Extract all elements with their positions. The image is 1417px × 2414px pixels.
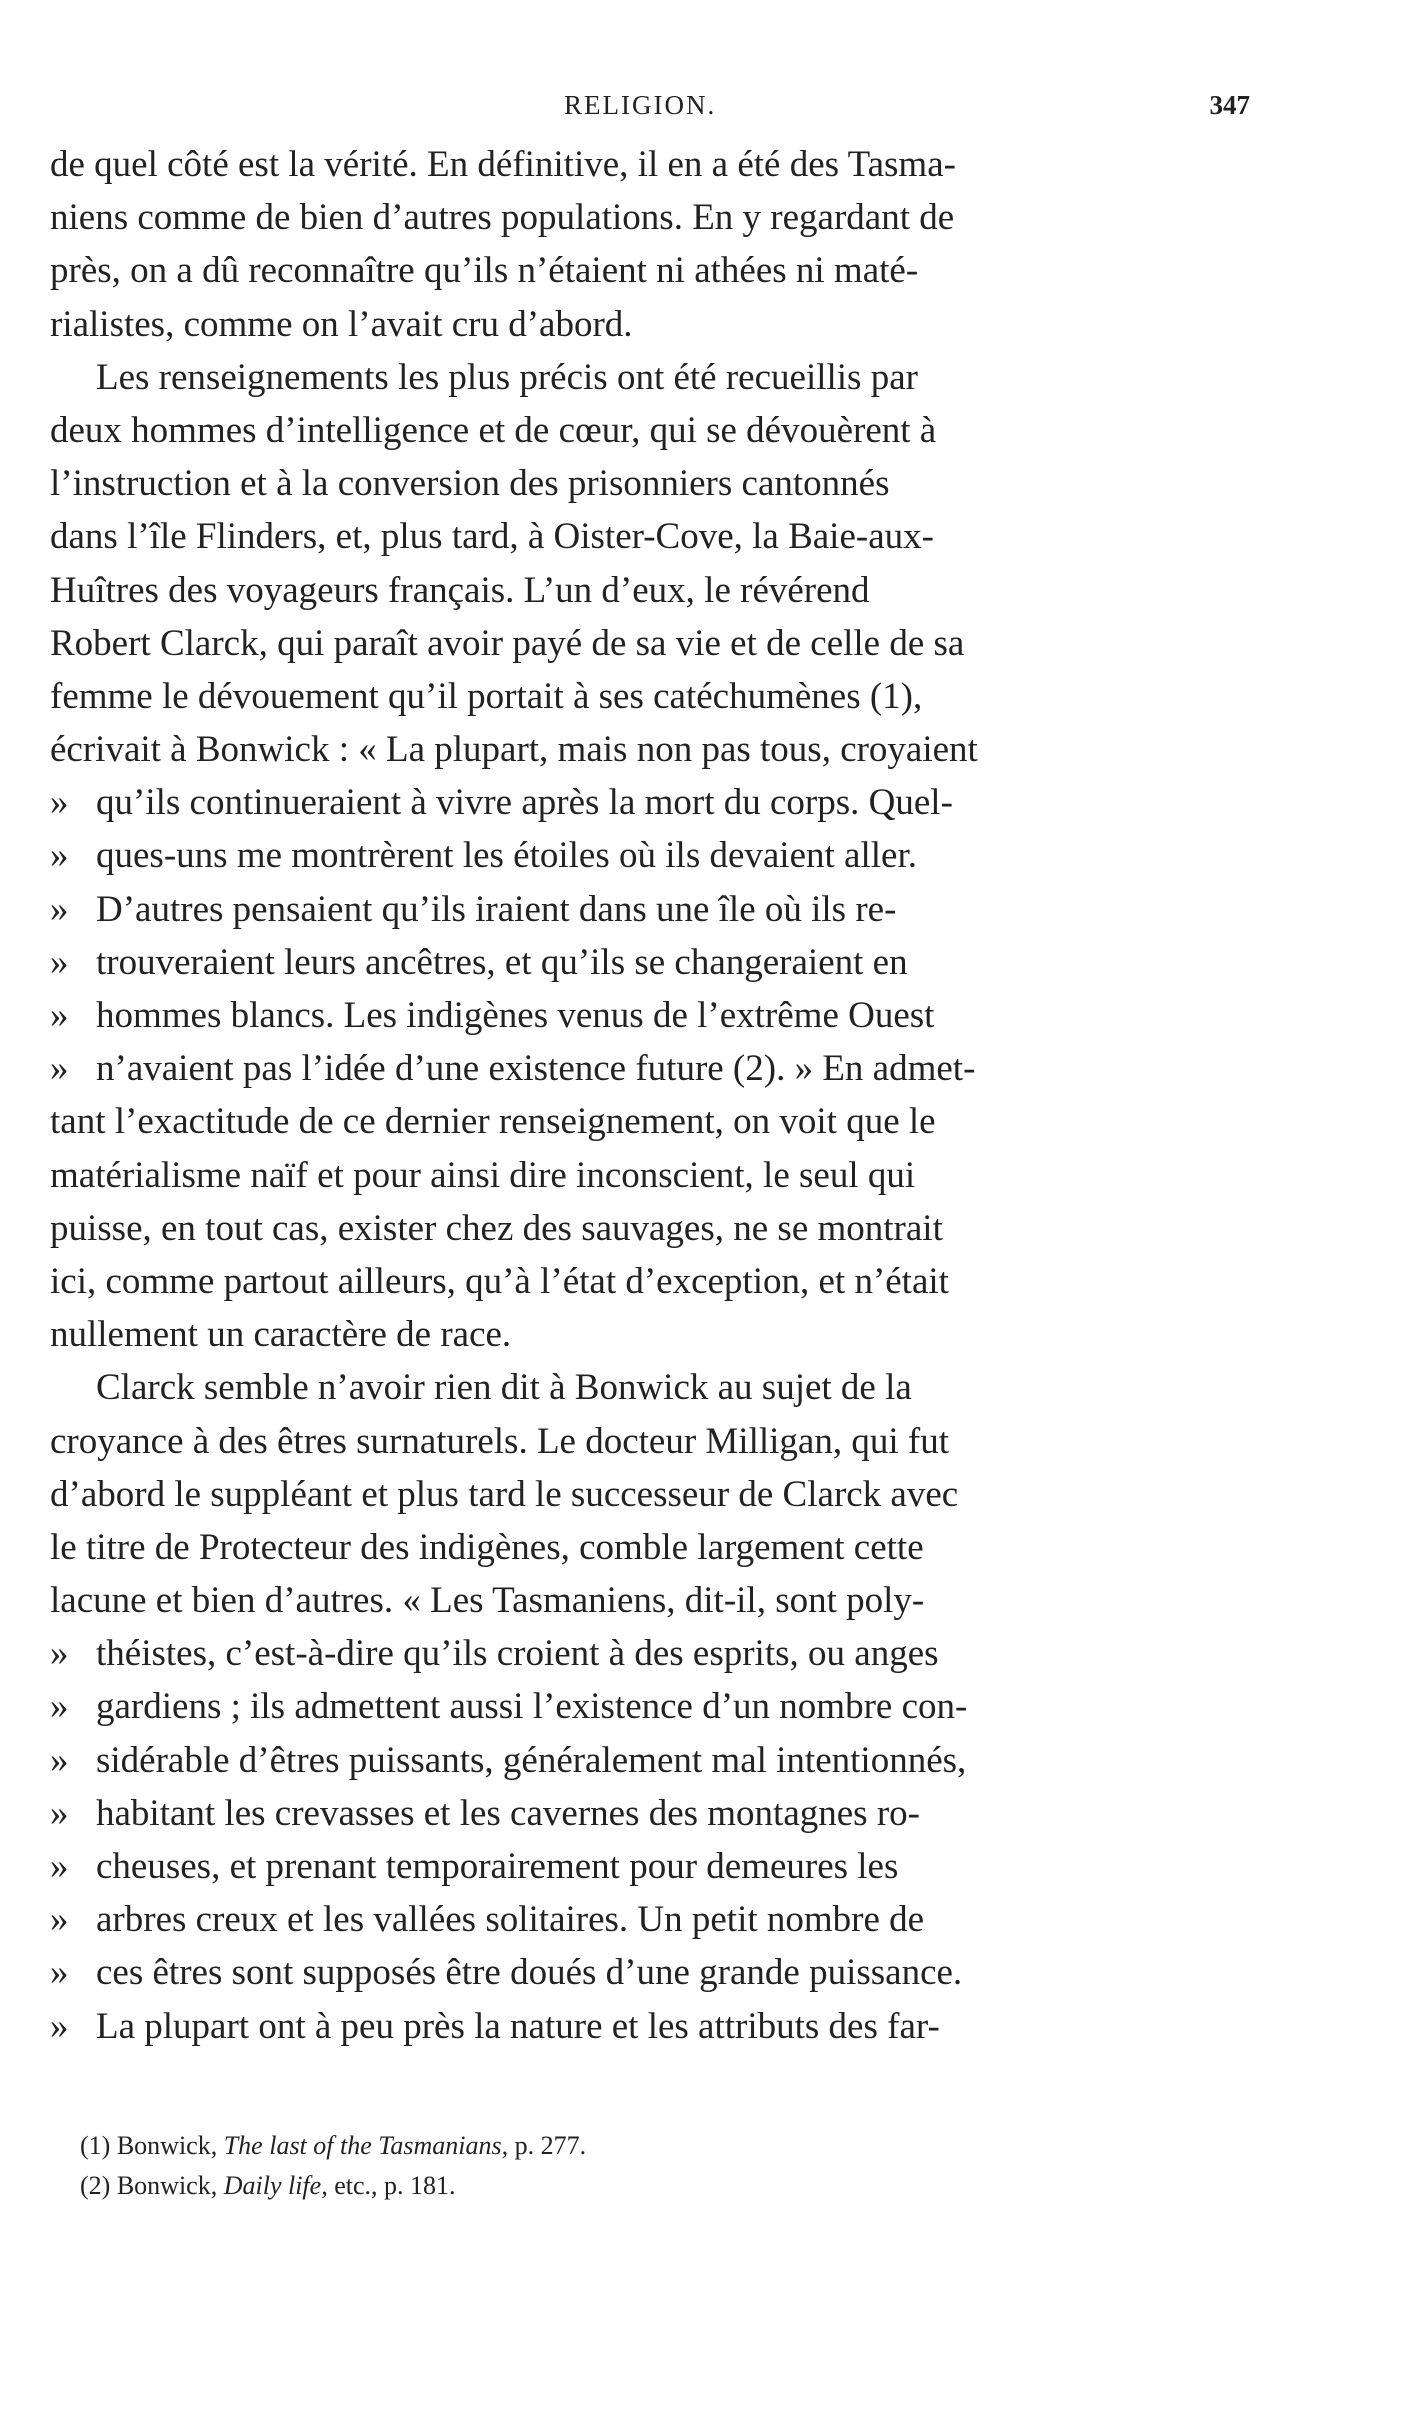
line-text: niens comme de bien d’autres populations. En y regardant de [50,197,955,239]
line-text: cheuses, et prenant temporairement pour demeures les [96,1846,899,1887]
quote-mark: » [50,1686,69,1728]
footnote-author: Bonwick, [116,2171,218,2200]
page-number: 347 [1209,90,1250,120]
quote-mark: » [50,1048,69,1090]
text-line [50,1893,1250,1946]
footnotes [80,2126,1180,2206]
text-line [50,1255,1250,1308]
running-head [50,90,1250,130]
text-line [50,1042,1250,1095]
quote-mark: » [50,1899,69,1941]
line-text: sidérable d’êtres puissants, généralement mal intentionnés, [96,1739,967,1781]
text-line [50,776,1250,829]
line-text: gardiens ; ils admettent aussi l’existence d’un nombre con- [96,1686,968,1728]
line-text: D’autres pensaient qu’ils iraient dans une île où ils re- [96,888,897,930]
line-text: théistes, c’est-à-dire qu’ils croient à des esprits, ou anges [96,1633,939,1675]
body-text [50,138,1250,2053]
text-line [50,1361,1250,1414]
quote-mark: » [50,1792,69,1834]
quote-mark: » [50,995,69,1036]
quote-mark: » [50,782,69,824]
footnote [80,2166,1180,2206]
quote-mark: » [50,941,69,983]
text-line [50,670,1250,723]
line-text: femme le dévouement qu’il portait à ses catéchumènes (1), [50,675,923,717]
quote-mark: » [50,888,69,930]
quote-mark: » [50,2005,69,2047]
line-text: qu’ils continueraient à vivre après la mort du corps. Quel- [96,782,953,824]
text-line [50,1415,1250,1468]
text-line [50,936,1250,989]
line-text: Robert Clarck, qui paraît avoir payé de sa vie et de celle de sa [50,622,965,664]
text-line [50,1787,1250,1840]
line-text: ici, comme partout ailleurs, qu’à l’état d’exception, et n’était [50,1260,949,1302]
footnote-mark: (1) [80,2131,111,2160]
text-line [50,244,1250,297]
line-text: Les renseignements les plus précis ont été recueillis par [96,356,918,398]
footnote [80,2126,1180,2166]
text-line [50,298,1250,351]
line-text: près, on a dû reconnaître qu’ils n’étaient ni athées ni maté- [50,250,919,292]
line-text: ques-uns me montrèrent les étoiles où ils devaient aller. [96,835,917,877]
quote-mark: » [50,1633,69,1675]
footnote-rest: etc., p. 181. [334,2171,456,2200]
line-text: le titre de Protecteur des indigènes, comble largement cette [50,1526,924,1568]
quote-mark: » [50,1739,69,1781]
line-text: puisse, en tout cas, exister chez des sauvages, ne se montrait [50,1207,943,1249]
text-line [50,457,1250,510]
footnote-title: Daily life, [223,2171,328,2200]
text-line [50,1308,1250,1361]
line-text: arbres creux et les vallées solitaires. Un petit nombre de [96,1899,925,1941]
line-text: croyance à des êtres surnaturels. Le docteur Milligan, qui fut [50,1420,949,1462]
quote-mark: » [50,1952,69,1994]
footnote-title: The last of the Tasmanians, [223,2131,509,2160]
text-line [50,1095,1250,1148]
line-text: Huîtres des voyageurs français. L’un d’eux, le révérend [50,569,870,611]
text-line [50,723,1250,776]
line-text: rialistes, comme on l’avait cru d’abord. [50,303,633,345]
line-text: Clarck semble n’avoir rien dit à Bonwick au sujet de la [96,1367,912,1409]
line-text: hommes blancs. Les indigènes venus de l’extrême Ouest [96,995,935,1036]
text-line [50,1521,1250,1574]
line-text: dans l’île Flinders, et, plus tard, à Oister-Cove, la Baie-aux- [50,516,934,558]
line-text: matérialisme naïf et pour ainsi dire inconscient, le seul qui [50,1154,916,1196]
line-text: trouveraient leurs ancêtres, et qu’ils se changeraient en [96,941,908,983]
line-text: de quel côté est la vérité. En définitive, il en a été des Tasma- [50,144,956,185]
quote-mark: » [50,1846,69,1887]
text-line [50,883,1250,936]
text-line [50,2000,1250,2053]
footnote-rest: p. 277. [514,2131,587,2160]
text-line [50,191,1250,244]
text-line [50,510,1250,563]
text-line [50,1468,1250,1521]
line-text: deux hommes d’intelligence et de cœur, qui se dévouèrent à [50,409,937,451]
quote-mark: » [50,835,69,877]
text-line [50,138,1250,191]
footnote-author: Bonwick, [116,2131,218,2160]
line-text: tant l’exactitude de ce dernier renseignement, on voit que le [50,1101,936,1143]
text-line [50,1840,1250,1893]
text-line [50,1946,1250,1999]
line-text: d’abord le suppléant et plus tard le successeur de Clarck avec [50,1473,959,1515]
line-text: habitant les crevasses et les cavernes des montagnes ro- [96,1792,920,1834]
text-line [50,564,1250,617]
line-text: La plupart ont à peu près la nature et les attributs des far- [96,2005,940,2047]
footnote-mark: (2) [80,2171,111,2200]
text-line [50,617,1250,670]
text-line [50,1734,1250,1787]
line-text: lacune et bien d’autres. « Les Tasmaniens, dit-il, sont poly- [50,1580,925,1622]
text-line [50,829,1250,882]
line-text: l’instruction et à la conversion des prisonniers cantonnés [50,463,890,505]
text-line [50,351,1250,404]
text-line [50,1574,1250,1627]
text-line [50,1202,1250,1255]
text-line [50,1149,1250,1202]
line-text: nullement un caractère de race. [50,1314,512,1356]
text-line [50,404,1250,457]
text-line [50,1627,1250,1680]
line-text: n’avaient pas l’idée d’une existence future (2). » En admet- [96,1048,976,1090]
line-text: écrivait à Bonwick : « La plupart, mais non pas tous, croyaient [50,729,978,771]
text-line [50,1680,1250,1733]
running-title: RELIGION. [564,90,717,120]
text-line [50,989,1250,1042]
line-text: ces êtres sont supposés être doués d’une grande puissance. [96,1952,963,1994]
